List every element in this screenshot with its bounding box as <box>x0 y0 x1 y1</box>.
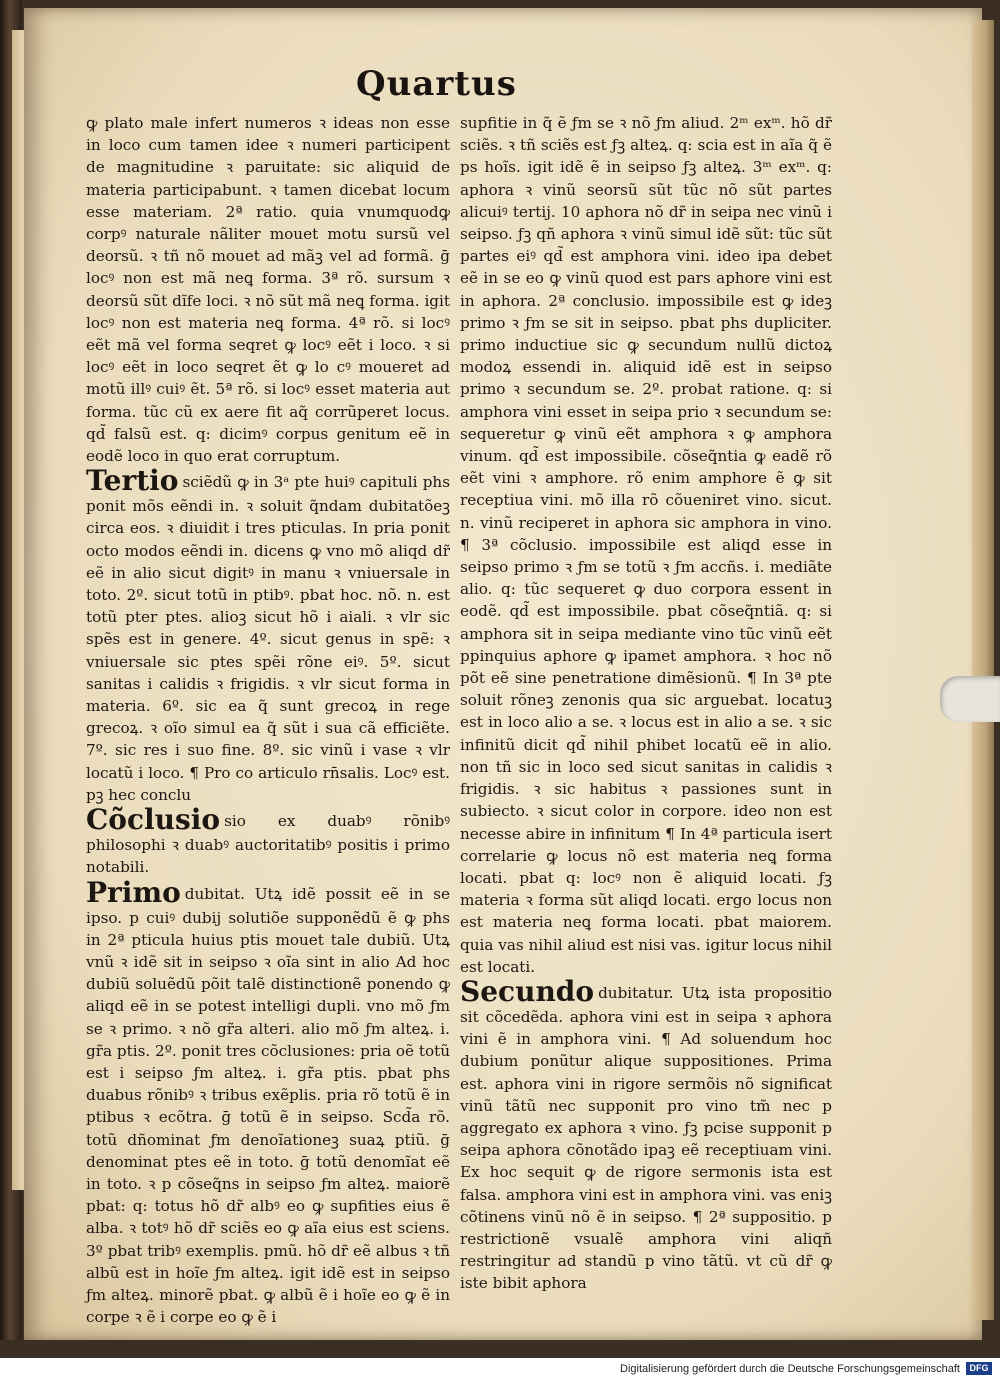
left-paragraph-2: Tertio sciẽdũ ꝙ in 3ᵃ pte huiꝰ capituli phs ponit mõs eẽndi in. ꝛ soluit q̃ndam dubitatõeꝫ circa eos. ꝛ diuidit i tres pticulas. In pria ponit octo modos eẽndi in. dicens ꝙ vno mõ aliqd dr̃ eẽ in alio sicut digitꝰ in manu ꝛ vniuersale in toto. 2º. sicut totũ in ptibꝰ. pbat hoc. nõ. n. est totũ pter ptes. alioꝫ sicut hõ i aiali. ꝛ vlr sic spẽs est in genere. 4º. sicut genus in spẽ: ꝛ vniuersale sic ptes spẽi rõne eiꝰ. 5º. sicut sanitas i calidis ꝛ frigidis. ꝛ vlr sicut forma in materia. 6º. sic ea q̃ sunt grecoꝝ in rege grecoꝝ. ꝛ oĩo simul ea q̃ sũt i sua cã efficiẽte. 7º. sic res i suo fine. 8º. sic vinũ i vase ꝛ vlr locatũ i loco. ¶ Pro co articulo rn̄salis. Locꝰ est. pꝫ hec conclu <box>86 464 450 804</box>
initial-conclusio: Cõclusio <box>86 803 221 837</box>
right-paragraph-1: supfitie in q̃ ẽ ƒm se ꝛ nõ ƒm aliud. 2ᵐ exᵐ. hõ dr̃ sciẽs. ꝛ tñ sciẽs est ƒꝫ alteꝝ. q: scia est in aĩa q̃ ẽ ps hoĩs. igit idẽ ẽ in seipso ƒꝫ alteꝝ. 3ᵐ exᵐ. q: aphora ꝛ vinũ seorsũ sũt tũc nõ sũt partes alicuiꝰ tertij. 10 aphora nõ dr̃ in seipa nec vinũ i seipso. ƒꝫ qñ aphora ꝛ vinũ simul idẽ sũt: tũc sũt partes eiꝰ qd̃ est amphora vini. ideo ipa debet eẽ in se eo ꝙ vinũ quod est pars aphore vini est in aphora. 2ª conclusio. impossibile est ꝙ ideꝫ primo ꝛ ƒm se sit in seipso. pbat phs dupliciter. primo inductiue sic ꝙ secundum nullũ dictoꝝ modoꝝ essendi in. aliquid idẽ est in seipso primo ꝛ secundum se. 2º. probat ratione. q: si amphora vini esset in seipa prio ꝛ secundum se: sequeretur ꝙ vinũ eẽt amphora ꝛ ꝙ amphora vinum. qd̃ est impossibile. cõseq̃ntia ꝙ eadẽ rõ eẽt vini ꝛ amphore. rõ enim amphore ẽ ꝙ sit receptiua vini. mõ illa rõ cõueniret vino. sicut. n. vinũ reciperet in aphora sic amphora in vino. ¶ 3ª cõclusio. impossibile est aliqd esse in seipso primo ꝛ ƒm se totũ ꝛ ƒm accñs. i. mediãte alio. q: tũc sequeret ꝙ duo corpora essent in eodẽ. qd̃ est impossibile. pbat cõseq̃ntiã. q: si amphora sit in seipa mediante vino tũc vinũ eẽt ppinquius aphore ꝙ ipamet amphora. ꝛ hoc nõ põt eẽ sine penetratione dimẽsionũ. ¶ In 3ª pte soluit rõneꝫ zenonis qua sic arguebat. locatuꝫ est in loco alio a se. ꝛ locus est in alio a se. ꝛ sic infinitũ dicit qd̃ nihil phibet locatũ eẽ in alio. non tñ sic in loco sed sicut sanitas in calidis ꝛ frigidis. ꝛ sic habitus ꝛ passiones sunt in subiecto. ꝛ sicut color in corpore. ideo non est necesse abire in infinitum ¶ In 4ª particula isert correlarie ꝙ locus nõ est materia neꝗ forma locati. pbat q: locꝰ non ẽ aliquid locati. ƒꝫ materia ꝛ forma sũt aliqd locati. ergo locus non est materia neꝗ forma locati. pbat maiorem. quia vas nihil aliud est nisi vas. igitur locus nihil est locati. <box>460 114 832 976</box>
running-head: Quartus <box>356 64 517 104</box>
left-paragraph-3: Cõclusio sio ex duabꝰ rõnibꝰ philosophi ꝛ duabꝰ auctoritatibꝰ positis i primo notabili. <box>86 803 450 877</box>
left-paragraph-1: ꝙ plato male infert numeros ꝛ ideas non esse in loco cum tamen idee ꝛ numeri participent de magnitudine ꝛ paruitate: sic aliquid de materia participabunt. ꝛ tamen dicebat locum esse materiam. 2ª ratio. quia vnumquodꝙ corpꝰ naturale nãliter mouet motu sursũ vel deorsũ. ꝛ tñ nõ mouet ad mãꝫ vel ad formã. ḡ locꝰ non est mã neꝗ forma. 3ª rõ. sursum ꝛ deorsũ sũt dĩfe loci. ꝛ nõ sũt mã neꝗ forma. igit locꝰ non est materia neꝗ forma. 4ª rõ. si locꝰ eẽt mã vel forma seqret ꝙ locꝰ eẽt i loco. ꝛ si locꝰ eẽt in loco seqret ẽt ꝙ lo cꝰ moueret ad motũ illꝰ cuiꝰ ẽt. 5ª rõ. si locꝰ esset materia aut forma. tũc cũ ex aere fit aq̃ corrũperet locus. qd̃ falsũ est. q: dicimꝰ corpus genitum eẽ in eodẽ loco in quo erat corruptum. <box>86 114 450 466</box>
initial-secundo: Secundo <box>460 974 595 1008</box>
left-text-column <box>86 112 450 1328</box>
dfg-credit: Digitalisierung gefördert durch die Deutsche Forschungsgemeinschaft <box>620 1363 960 1375</box>
initial-tertio: Tertio <box>86 464 179 498</box>
left-paragraph-4: Primo dubitat. Utꝝ idẽ possit eẽ in se ipso. p cuiꝰ dubij solutiõe supponẽdũ ẽ ꝙ phs in 2ª pticula huius ptis mouet tale dubiũ. Utꝝ vnũ ꝛ idẽ sit in seipso ꝛ oĩa sint in alio Ad hoc dubiũ soluẽdũ põit talẽ distinctionẽ ponendo ꝙ aliqd eẽ in se potest intelligi dupli. vno mõ ƒm se ꝛ primo. ꝛ nõ gr̃a alteri. alio mõ ƒm alteꝝ. i. gr̃a ptis. 2º. ponit tres cõclusiones: pria oẽ totũ est i seipso ƒm alteꝝ. i. gr̃a ptis. pbat phs duabus rõnibꝰ ꝛ tribus exẽplis. pria rõ totũ ẽ in ptibus ꝛ ecõtra. ḡ totũ ẽ in seipso. Scd̃a rõ. totũ dñominat ƒm denoĩationeꝫ suaꝝ ptiũ. ḡ denominat ptes eẽ in toto. ḡ totũ denomĩat eẽ in toto. ꝛ p cõseq̃ns in seipso ƒm alteꝝ. maiorẽ pbat: q: totus hõ dr̃ albꝰ eo ꝙ supfities eius ẽ alba. ꝛ totꝰ hõ dr̃ sciẽs eo ꝙ aĩa eius est sciens. 3º pbat tribꝰ exemplis. pmũ. hõ dr̃ eẽ albus ꝛ tñ albũ est in hoĩe ƒm alteꝝ. igit idẽ est in seipso ƒm alteꝝ. minorẽ pbat. ꝙ albũ ẽ i hoĩe eo ꝙ ẽ in corpe ꝛ ẽ i corpe eo ꝙ ẽ i <box>86 875 450 1327</box>
initial-primo: Primo <box>86 875 181 909</box>
right-paragraph-2: Secundo dubitatur. Utꝝ ista propositio sit cõcedẽda. aphora vini est in seipa ꝛ aphora vini ẽ in amphora vini. ¶ Ad soluendum hoc dubium ponũtur alique suppositiones. Prima est. aphora vini in rigore sermõis nõ significat vinũ tãtũ nec supponit pro vino tm̃ nec p aggregato ex aphora ꝛ vino. ƒꝫ pcise supponit p seipa aphora cõnotãdo ipaꝫ eẽ receptiuam vini. Ex hoc sequit ꝙ de rigore sermonis ista est falsa. amphora vini est in amphora vini. vas eniꝫ cõtinens vinũ nõ ẽ in seipso. ¶ 2ª suppositio. p restrictionẽ vsualẽ amphora vini aliqñ restringitur ad standũ p vino tãtũ. vt cũ dr̃ ꝙ iste bibit aphora <box>460 974 832 1293</box>
page-clip-tab <box>940 676 1000 722</box>
page-stack-edge <box>972 20 994 1320</box>
dfg-logo-icon: DFG <box>966 1362 992 1375</box>
right-text-column <box>460 112 832 1295</box>
